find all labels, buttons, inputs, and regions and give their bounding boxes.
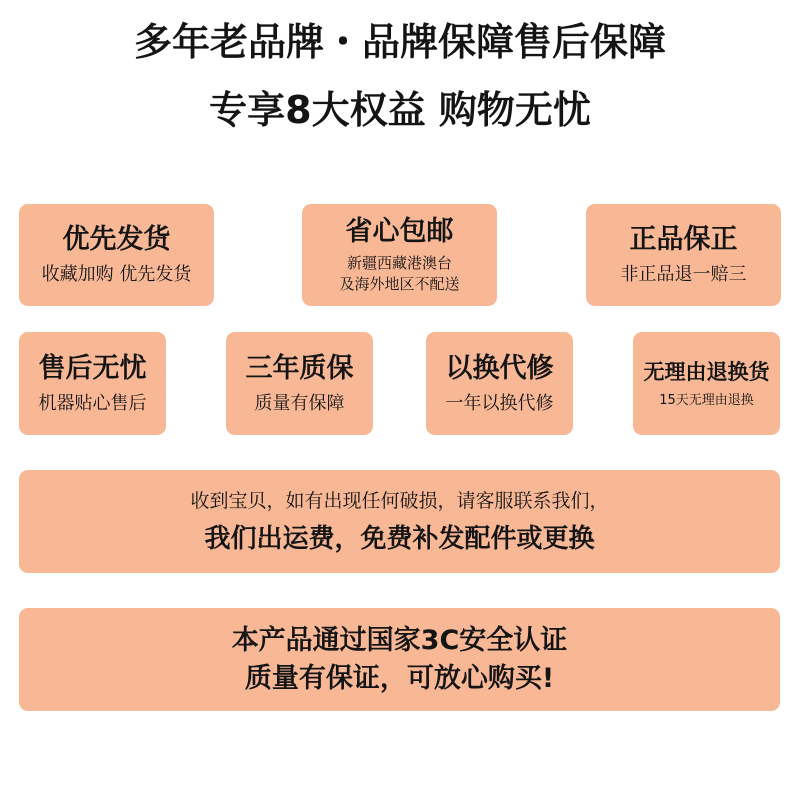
notice-line-1: 本产品通过国家3C安全认证 xyxy=(231,624,568,656)
benefit-description: 收藏加购 优先发货 xyxy=(41,264,192,285)
benefit-title: 正品保正 xyxy=(629,224,738,255)
notice-line-1: 收到宝贝，如有出现任何破损，请客服联系我们， xyxy=(190,489,609,512)
benefit-card-three-year-warranty xyxy=(226,332,373,435)
benefit-description: 15天无理由退换 xyxy=(659,392,754,408)
benefit-description-line-2: 及海外地区不配送 xyxy=(339,275,460,293)
notice-line-2: 我们出运费，免费补发配件或更换 xyxy=(204,523,595,554)
benefit-title: 以换代修 xyxy=(445,352,554,384)
headline-brand-guarantee: 多年老品牌・品牌保障售后保障 xyxy=(133,20,666,64)
headline-eight-benefits: 专享8大权益 购物无忧 xyxy=(209,88,591,132)
benefit-title: 无理由退换货 xyxy=(643,359,770,384)
benefit-card-no-reason-return xyxy=(633,332,780,435)
benefit-title: 三年质保 xyxy=(245,352,354,384)
benefit-title: 优先发货 xyxy=(62,224,171,255)
certification-notice xyxy=(19,608,780,711)
benefit-title: 省心包邮 xyxy=(345,216,454,247)
notice-line-2: 质量有保证，可放心购买! xyxy=(244,662,555,694)
benefit-card-replace-instead-of-repair xyxy=(426,332,573,435)
benefit-description: 质量有保障 xyxy=(254,392,345,414)
benefit-description-line-1: 新疆西藏港澳台 xyxy=(346,254,452,272)
benefit-card-after-sales xyxy=(19,332,166,435)
benefit-card-priority-shipping xyxy=(19,204,214,306)
benefit-title: 售后无忧 xyxy=(38,352,147,384)
damage-replacement-notice xyxy=(19,470,780,573)
benefit-description: 非正品退一赔三 xyxy=(620,264,747,285)
benefit-card-genuine-guarantee xyxy=(586,204,781,306)
benefit-card-free-shipping xyxy=(302,204,497,306)
benefit-description: 一年以换代修 xyxy=(445,392,554,414)
benefit-description: 机器贴心售后 xyxy=(38,392,147,414)
